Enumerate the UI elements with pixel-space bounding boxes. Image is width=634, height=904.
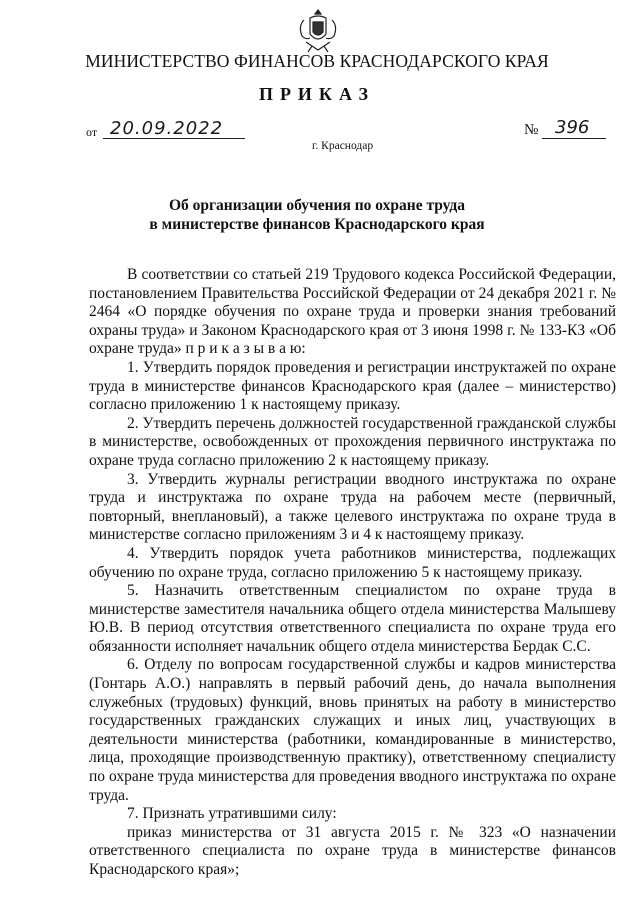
paragraph-2: 2. Утвердить перечень должностей государственной гражданской службы в министерстве, освобожденных от прохождения первичного инструктажа по охране труда согласно приложению 2 к настоящему приказу. (89, 414, 616, 469)
number-underline (542, 138, 606, 139)
date-label: от (86, 125, 98, 139)
document-type: ПРИКАЗ (258, 84, 376, 104)
paragraph-5: 5. Назначить ответственным специалистом по охране труда в министерстве заместителя начальника общего отдела министерства Малышеву Ю.В. В период отсутствия ответственного специалиста по охране труда его обязанности исполняет начальник общего отдела министерства Бердак С.С. (89, 582, 616, 655)
title-line-1: Об организации обучения по охране труда (168, 197, 466, 214)
order-date: 20.09.2022 (110, 118, 224, 139)
order-number: 396 (555, 117, 590, 138)
title-line-2: в министерстве финансов Краснодарского края (149, 216, 485, 233)
paragraph-1: 1. Утвердить порядок проведения и регистрации инструктажей по охране труда в министерстве финансов Краснодарского края (далее – министерство) согласно приложению 1 к настоящему приказу. (89, 358, 616, 414)
paragraph-7-item: приказ министерства от 31 августа 2015 г. № 323 «О назначении ответственного специалиста по охране труда в министерстве финансов Краснодарского края»; (89, 823, 616, 878)
city: г. Краснодар (312, 140, 374, 152)
ministry-name: МИНИСТЕРСТВО ФИНАНСОВ КРАСНОДАРСКОГО КРАЯ (85, 51, 549, 71)
paragraph-7: 7. Признать утратившими силу: (127, 805, 337, 823)
order-title (0, 196, 634, 234)
paragraph-4: 4. Утвердить порядок учета работников министерства, подлежащих обучению по охране труда, согласно приложению 5 к настоящему приказу. (89, 544, 616, 581)
paragraph-3: 3. Утвердить журналы регистрации вводного инструктажа по охране труда и инструктажа по охране труда на рабочем месте (первичный, повторный, внеплановый), а также целевого инструктажа по охране труда в министерстве согласно приложениям 3 и 4 к настоящему приказу. (89, 470, 616, 544)
paragraph-6: 6. Отделу по вопросам государственной службы и кадров министерства (Гонтарь А.О.) направлять в первый рабочий день, до начала выполнения служебных (трудовых) функций, вновь принятых на работу в министерство государственных гражданских служащих и иных лиц, участвующих в деятельности министерства (работники, командированные в министерство, лица, проходящие производственную практику), ответственному специалисту по охране труда министерства для проведения вводного инструктажа по охране труда. (89, 656, 616, 804)
coat-of-arms-icon (296, 6, 340, 54)
order-body (89, 266, 616, 880)
paragraph-preamble: В соответствии со статьей 219 Трудового кодекса Российской Федерации, постановлением Правительства Российской Федерации от 24 декабря 2021 г. № 2464 «О порядке обучения по охране труда и проверки знания требований охраны труда» и Законом Краснодарского края от 3 июня 1998 г. № 133-КЗ «Об охране труда» п р и к а з ы в а ю: (89, 266, 616, 358)
number-label: № (524, 122, 539, 138)
